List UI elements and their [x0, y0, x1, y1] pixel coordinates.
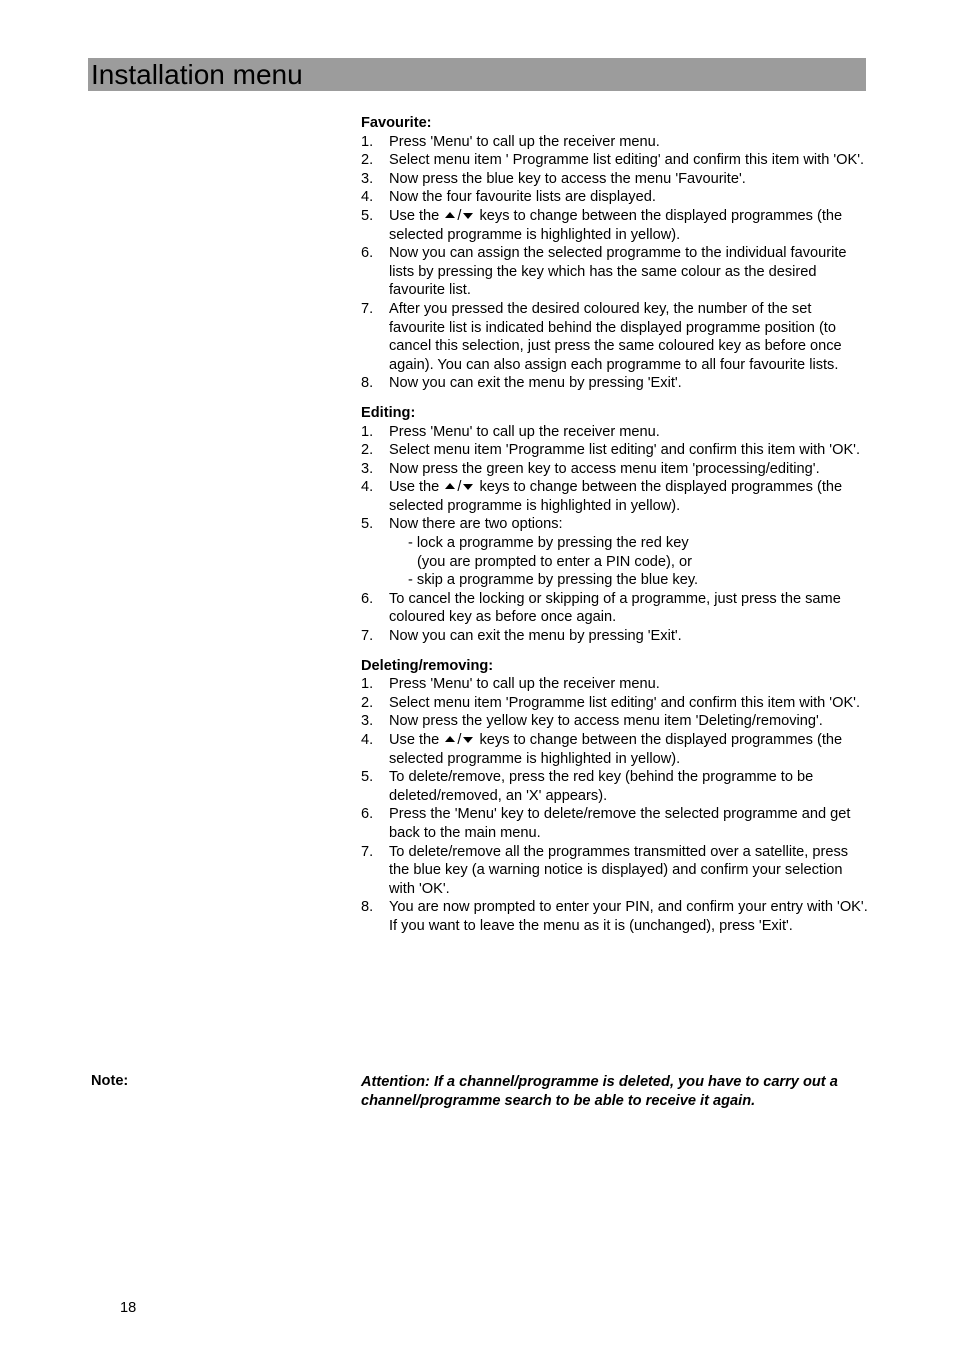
list-item	[361, 374, 871, 393]
section-favourite	[361, 114, 871, 393]
arrow-down-icon	[463, 213, 473, 219]
list-item	[361, 694, 871, 713]
step-text: To cancel the locking or skipping of a programme, just press the same coloured key as before once again.	[389, 590, 841, 626]
step-text: keys to change between the displayed programmes (the selected programme is highlighted in yellow).	[389, 732, 843, 767]
option-skip: - skip a programme by pressing the blue key.	[408, 572, 699, 589]
step-text: To delete/remove, press the red key (behind the programme to be deleted/removed, an 'X' appears).	[389, 769, 814, 804]
step-text: To delete/remove all the programmes transmitted over a satellite, press the blue key (a warning notice is displayed) and confirm your selection with 'OK'.	[389, 843, 849, 897]
list-item	[361, 478, 871, 515]
step-number: 7.	[361, 843, 374, 860]
step-number: 6.	[361, 245, 374, 262]
step-text: Now you can exit the menu by pressing 'Exit'.	[389, 628, 682, 645]
favourite-steps	[361, 133, 871, 393]
step-number: 4.	[361, 732, 374, 748]
list-item	[361, 675, 871, 694]
list-item	[361, 170, 871, 189]
step-number: 4.	[361, 479, 374, 496]
step-number: 4.	[361, 189, 374, 206]
step-text: Now press the green key to access menu item 'processing/editing'.	[389, 460, 820, 477]
list-item	[361, 843, 871, 899]
list-item	[361, 590, 871, 627]
section-heading-favourite: Favourite:	[361, 115, 432, 131]
step-text: Press 'Menu' to call up the receiver menu.	[389, 676, 660, 693]
step-text: keys to change between the displayed programmes (the selected programme is highlighted in yellow).	[389, 207, 843, 243]
list-item	[361, 805, 871, 842]
step-number: 7.	[361, 300, 374, 317]
list-item	[361, 712, 871, 731]
arrow-down-icon	[463, 737, 473, 743]
step-number: 3.	[361, 460, 374, 477]
arrow-separator: /	[457, 207, 462, 224]
step-number: 3.	[361, 170, 374, 187]
list-item	[361, 460, 871, 479]
step-number: 2.	[361, 694, 374, 711]
step-text: You are now prompted to enter your PIN, and confirm your entry with 'OK'. If you want to leave the menu as it is (unchanged), press 'Exit'.	[389, 899, 868, 934]
step-number: 6.	[361, 806, 374, 823]
step-text: Now press the yellow key to access menu item 'Deleting/removing'.	[389, 713, 823, 730]
list-item	[361, 151, 871, 170]
arrow-up-icon	[445, 736, 455, 742]
step-number: 5.	[361, 516, 374, 533]
step-number: 1.	[361, 423, 374, 440]
editing-steps	[361, 423, 871, 646]
step-text: Press 'Menu' to call up the receiver menu.	[389, 423, 660, 440]
step-number: 2.	[361, 442, 374, 459]
step-text: Select menu item ' Programme list editing' and confirm this item with 'OK'.	[389, 152, 865, 169]
page-title: Installation menu	[91, 59, 303, 90]
list-item	[361, 188, 871, 207]
note-text: Attention: If a channel/programme is deleted, you have to carry out a channel/programme search to be able to receive it again.	[361, 1074, 838, 1109]
step-number: 1.	[361, 133, 374, 150]
section-editing	[361, 404, 871, 646]
list-item	[361, 244, 871, 300]
step-text: After you pressed the desired coloured key, the number of the set favourite list is indicated behind the displayed programme position (to cancel this selection, just press the same coloured key as before once again). You can also assign each programme to all four favourite lists.	[389, 300, 842, 373]
title-bar	[88, 58, 866, 91]
step-text: Press the 'Menu' key to delete/remove the selected programme and get back to the main menu.	[389, 806, 851, 841]
step-number: 6.	[361, 590, 374, 607]
step-text: Select menu item 'Programme list editing' and confirm this item with 'OK'.	[389, 694, 861, 711]
step-number: 2.	[361, 152, 374, 169]
step-text: Now there are two options:	[389, 516, 563, 533]
section-heading-editing: Editing:	[361, 404, 416, 421]
step-number: 5.	[361, 769, 374, 786]
arrow-separator: /	[457, 732, 462, 748]
main-content	[361, 114, 871, 947]
step-number: 7.	[361, 628, 374, 645]
page-number: 18	[120, 1300, 137, 1316]
step-text: Use the	[389, 732, 440, 748]
option-lock: - lock a programme by pressing the red key	[408, 535, 689, 552]
step-text: Now you can assign the selected programme to the individual favourite lists by pressing the key which has the same colour as the desired favourite list.	[389, 245, 847, 299]
step-number: 5.	[361, 207, 374, 224]
list-item	[361, 441, 871, 460]
arrow-down-icon	[463, 484, 473, 490]
list-item	[361, 627, 871, 646]
step-text: Now the four favourite lists are displayed.	[389, 189, 656, 206]
arrow-separator: /	[457, 479, 462, 496]
list-item	[361, 731, 871, 768]
section-deleting	[361, 657, 871, 936]
step-text: Use the	[389, 479, 440, 496]
list-item	[361, 300, 871, 374]
step-text: Now you can exit the menu by pressing 'Exit'.	[389, 375, 682, 392]
note-label: Note:	[91, 1073, 129, 1089]
list-item	[361, 768, 871, 805]
step-text: Select menu item 'Programme list editing' and confirm this item with 'OK'.	[389, 442, 861, 459]
deleting-steps	[361, 675, 871, 935]
step-text: Use the	[389, 207, 440, 224]
step-text: keys to change between the displayed programmes (the selected programme is highlighted in yellow).	[389, 479, 843, 514]
step-number: 3.	[361, 713, 374, 730]
arrow-up-icon	[445, 483, 455, 489]
step-number: 8.	[361, 375, 374, 392]
step-text: Now press the blue key to access the menu 'Favourite'.	[389, 170, 746, 187]
step-number: 1.	[361, 676, 374, 693]
section-heading-deleting: Deleting/removing:	[361, 657, 494, 674]
list-item	[361, 207, 871, 244]
list-item	[361, 898, 871, 935]
arrow-up-icon	[445, 212, 455, 218]
list-item	[361, 133, 871, 152]
step-text: Press 'Menu' to call up the receiver menu.	[389, 133, 660, 150]
list-item	[361, 515, 871, 589]
list-item	[361, 423, 871, 442]
step-number: 8.	[361, 899, 374, 916]
option-lock-note: (you are prompted to enter a PIN code), or	[417, 553, 692, 570]
